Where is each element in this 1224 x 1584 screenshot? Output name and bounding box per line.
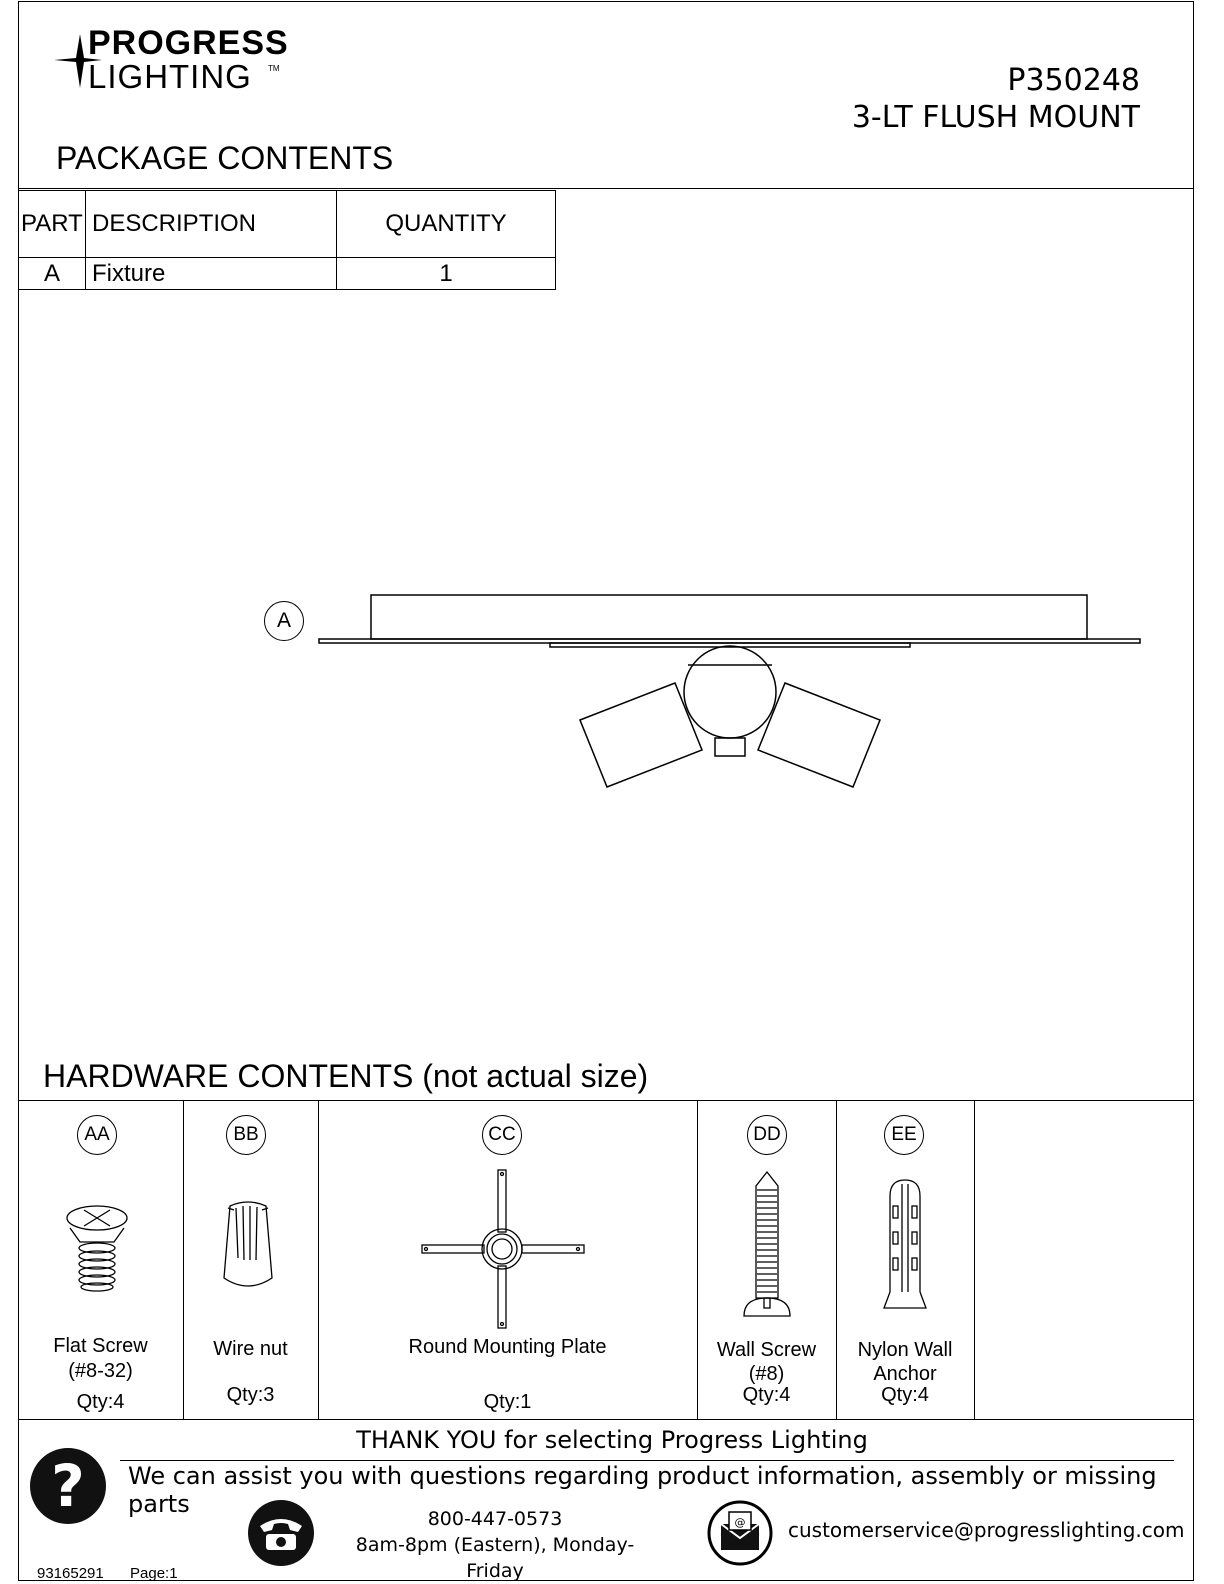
- item-name: Round Mounting Plate: [408, 1336, 607, 1358]
- item-name-2: (#8-32): [68, 1360, 133, 1382]
- hardware-item-aa: [18, 1102, 183, 1420]
- hardware-title: HARDWARE CONTENTS (not actual size): [43, 1058, 649, 1094]
- package-title: PACKAGE CONTENTS: [56, 140, 394, 176]
- cell-description: Fixture: [86, 258, 337, 290]
- hardware-item-bb: [183, 1102, 318, 1420]
- model-name: 3-LT FLUSH MOUNT: [851, 100, 1140, 135]
- divider: [120, 1460, 1174, 1461]
- divider: [18, 1100, 1194, 1101]
- brand-logo: [50, 26, 310, 96]
- code-label: CC: [482, 1115, 522, 1155]
- phone-icon: [246, 1498, 316, 1568]
- flat-screw-icon: [62, 1202, 132, 1294]
- item-qty: Qty:4: [742, 1384, 791, 1406]
- cell-part: A: [19, 258, 86, 290]
- hardware-item-dd: [697, 1102, 836, 1420]
- fixture-drawing: [310, 585, 1150, 805]
- document-number: 93165291: [37, 1565, 104, 1582]
- phone-number[interactable]: 800-447-0573: [427, 1508, 563, 1530]
- svg-text:@: @: [734, 1516, 746, 1529]
- footer-assist: We can assist you with questions regarding product information, assembly or missing parts: [128, 1462, 1157, 1518]
- item-name-2: Anchor: [873, 1363, 937, 1385]
- item-name: Nylon Wall: [857, 1339, 953, 1361]
- mounting-plate-icon: [420, 1168, 586, 1330]
- brand-tm: TM: [268, 64, 280, 73]
- brand-line2: LIGHTING: [88, 58, 252, 95]
- footer-thanks: THANK YOU for selecting Progress Lighting: [356, 1426, 868, 1454]
- header-quantity: QUANTITY: [337, 191, 556, 258]
- callout-a: A: [264, 601, 304, 641]
- page-number: Page:1: [130, 1565, 178, 1582]
- table-row: [19, 258, 556, 290]
- item-qty: Qty:3: [226, 1384, 275, 1406]
- code-label: DD: [747, 1115, 787, 1155]
- wire-nut-icon: [218, 1198, 278, 1298]
- code-label: AA: [77, 1115, 117, 1155]
- package-table: [18, 190, 556, 290]
- wall-anchor-icon: [880, 1176, 930, 1312]
- header-part: PART: [19, 191, 86, 258]
- svg-text:?: ?: [51, 1452, 85, 1520]
- brand-line1: PROGRESS: [88, 24, 289, 62]
- item-name: Wall Screw: [716, 1339, 817, 1361]
- model-header: [852, 62, 1140, 136]
- hardware-item-ee: [836, 1102, 974, 1420]
- support-email[interactable]: customerservice@progresslighting.com: [788, 1518, 1185, 1542]
- item-name: Wire nut: [213, 1338, 288, 1360]
- help-question-icon: [28, 1446, 108, 1526]
- item-qty: Qty:4: [76, 1391, 125, 1413]
- code-label: BB: [226, 1115, 266, 1155]
- cell-quantity: 1: [337, 258, 556, 290]
- divider: [974, 1101, 975, 1419]
- item-name: Flat Screw: [53, 1335, 148, 1357]
- email-icon: [707, 1500, 773, 1566]
- item-name-2: (#8): [748, 1363, 785, 1385]
- header-description: DESCRIPTION: [86, 191, 337, 258]
- support-phone: [330, 1506, 660, 1584]
- support-hours: 8am-8pm (Eastern), Monday-Friday: [355, 1534, 635, 1582]
- item-qty: Qty:4: [881, 1384, 929, 1406]
- item-qty: Qty:1: [483, 1391, 532, 1413]
- code-label: EE: [884, 1115, 924, 1155]
- wall-screw-icon: [740, 1170, 794, 1320]
- table-header-row: [19, 191, 556, 258]
- divider: [18, 188, 1194, 189]
- hardware-item-cc: [318, 1102, 697, 1420]
- model-number: P350248: [1007, 63, 1140, 98]
